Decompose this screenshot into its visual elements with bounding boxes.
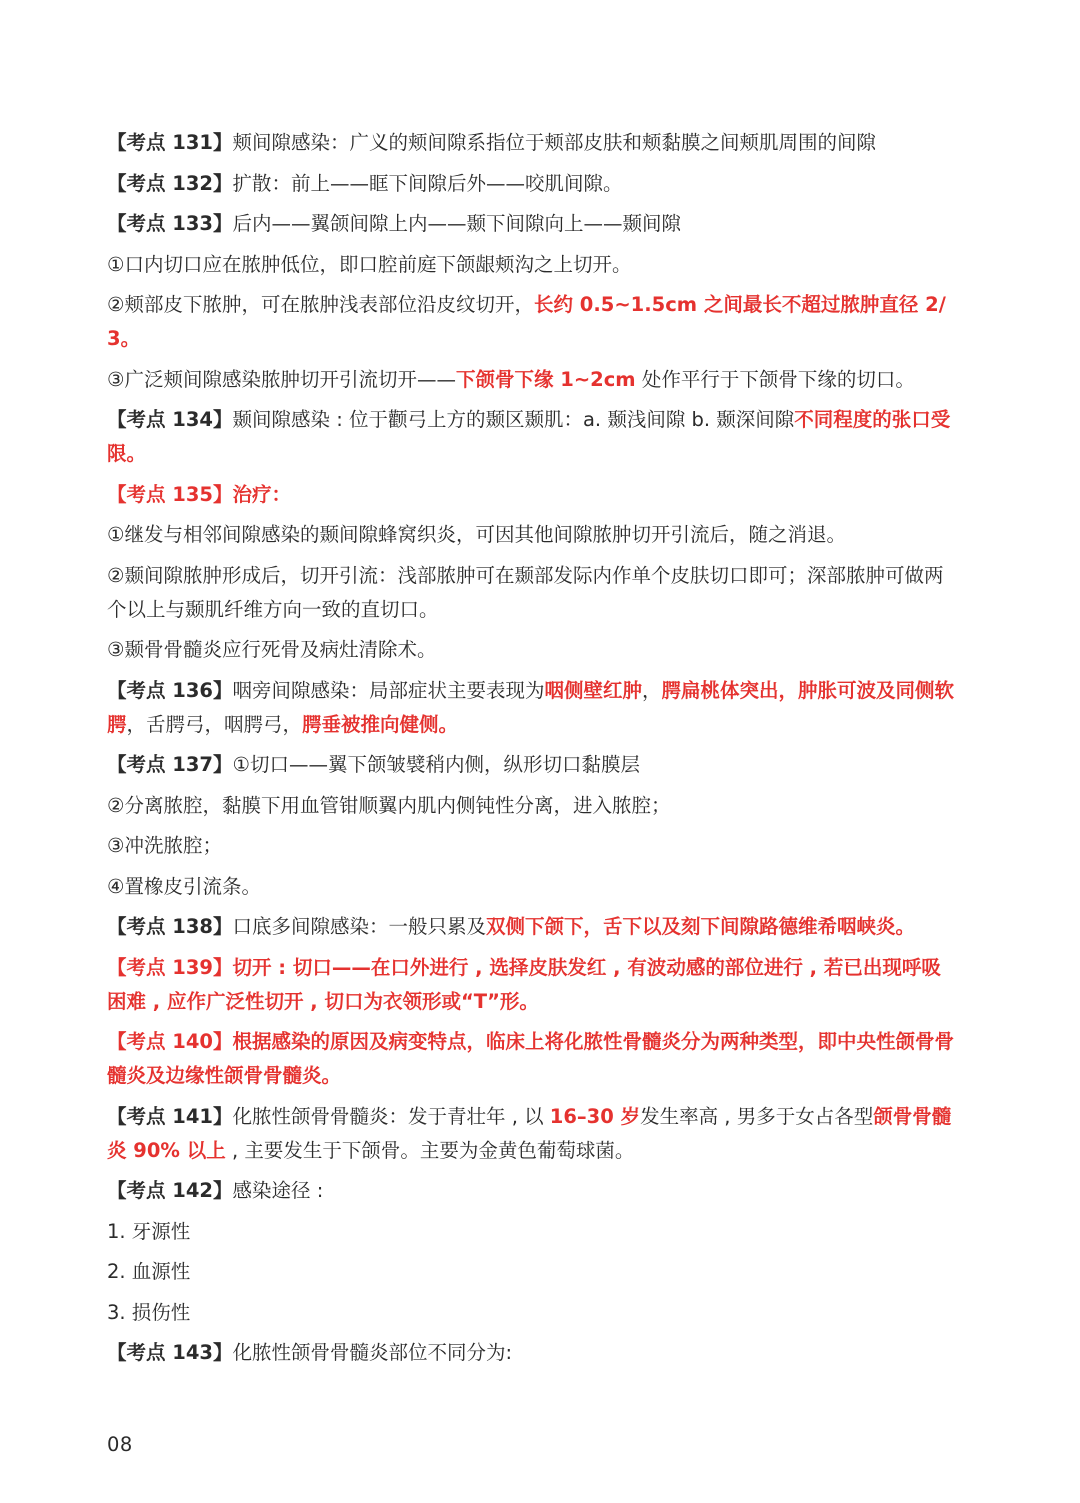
kaodian-label: 【考点 138】	[107, 915, 233, 938]
body-text: ③冲洗脓腔；	[107, 834, 222, 857]
body-text: ②颞间隙脓肿形成后，切开引流：浅部脓肿可在颞部发际内作单个皮肤切口即可；深部脓肿可做两个以上与颞肌纤维方向一致的直切口。	[107, 563, 944, 621]
highlight-text: 不同程度的张口受限。	[107, 408, 951, 465]
body-text: ②分离脓腔，黏膜下用血管钳顺翼内肌内侧钝性分离，进入脓腔；	[107, 793, 671, 817]
highlight-text: 下颌骨下缘 1~2cm	[455, 367, 636, 391]
highlight-text: 【考点 139】切开 : 切口——在口外进行 , 选择皮肤发红 , 有波动感的部位进行 , 若已出现呼吸困难 , 应作广泛性切开 , 切口为衣领形或“T”形。	[107, 955, 941, 1013]
text-paragraph	[107, 789, 957, 823]
body-text: ①继发与相邻间隙感染的颞间隙蜂窝织炎，可因其他间隙脓肿切开引流后，随之消退。	[107, 523, 846, 546]
text-paragraph	[107, 248, 957, 282]
body-text: 扩散：前上——眶下间隙后外——咬肌间隙。	[232, 171, 623, 195]
body-text: ，	[642, 678, 662, 702]
body-text: 颞间隙感染 : 位于颧弓上方的颞区颞肌：a. 颞浅间隙 b. 颞深间隙	[232, 408, 795, 431]
page-body	[107, 126, 957, 1377]
body-text: 1. 牙源性	[107, 1219, 191, 1243]
text-paragraph	[107, 674, 957, 742]
kaodian-label: 【考点 132】	[107, 171, 233, 195]
highlight-text: 16–30 岁	[549, 1104, 641, 1128]
body-text: 处作平行于下颌骨下缘的切口。	[635, 367, 915, 391]
body-text: ①切口——翼下颌皱襞稍内侧，纵形切口黏膜层	[232, 753, 640, 776]
highlight-text: 长约 0.5~1.5cm 之间最长不超过脓肿直径 2/3。	[107, 293, 946, 350]
page-number: 08	[107, 1433, 133, 1456]
body-text: ④置橡皮引流条。	[107, 874, 261, 898]
text-paragraph	[107, 363, 957, 397]
text-paragraph	[107, 1215, 957, 1249]
body-text: ③广泛颊间隙感染脓肿切开引流切开——	[107, 367, 456, 391]
body-text: ③颞骨骨髓炎应行死骨及病灶清除术。	[107, 638, 437, 661]
kaodian-label: 【考点 143】	[107, 1341, 233, 1364]
text-paragraph	[107, 1025, 957, 1093]
body-text: 感染途径 :	[232, 1179, 324, 1202]
highlight-text: 【考点 140】根据感染的原因及病变特点，临床上将化脓性骨髓炎分为两种类型，即中央性颌骨骨髓炎及边缘性颌骨骨髓炎。	[107, 1030, 954, 1087]
body-text: 3. 损伤性	[107, 1300, 191, 1324]
highlight-text: 腭扁桃体突出，肿胀可波及同侧软腭	[107, 678, 955, 736]
body-text: 口底多间隙感染：一般只累及	[232, 915, 487, 938]
body-text: 化脓性颌骨骨髓炎：发于青壮年 , 以	[232, 1104, 550, 1128]
highlight-text: 腭垂被推向健侧。	[302, 712, 459, 736]
body-text: ，舌腭弓，咽腭弓，	[126, 712, 303, 736]
text-paragraph	[107, 910, 957, 944]
body-text: 化脓性颌骨骨髓炎部位不同分为:	[232, 1341, 513, 1364]
text-paragraph	[107, 870, 957, 904]
body-text: , 主要发生于下颌骨。主要为金黄色葡萄球菌。	[225, 1138, 635, 1162]
text-paragraph	[107, 748, 957, 782]
highlight-text: 咽侧壁红肿	[544, 678, 643, 702]
kaodian-label: 【考点 137】	[107, 753, 233, 776]
text-paragraph	[107, 951, 957, 1019]
kaodian-label: 【考点 142】	[107, 1179, 233, 1202]
highlight-text: 颌骨骨髓炎 90% 以上	[107, 1104, 952, 1162]
highlight-text: 双侧下颌下，舌下以及刻下间隙路德维希咽峡炎。	[486, 915, 916, 938]
text-paragraph	[107, 1174, 957, 1208]
body-text: 发生率高 , 男多于女占各型	[640, 1104, 874, 1128]
text-paragraph	[107, 207, 957, 241]
body-text: ①口内切口应在脓肿低位，即口腔前庭下颌龈颊沟之上切开。	[107, 252, 632, 276]
body-text: 咽旁间隙感染：局部症状主要表现为	[232, 678, 545, 702]
text-paragraph	[107, 403, 957, 471]
text-paragraph	[107, 1255, 957, 1289]
text-paragraph	[107, 167, 957, 201]
body-text: 后内——翼颌间隙上内——颞下间隙向上——颞间隙	[232, 212, 682, 235]
text-paragraph	[107, 1336, 957, 1370]
kaodian-label: 【考点 134】	[107, 408, 233, 431]
kaodian-label: 【考点 131】	[107, 131, 233, 154]
text-paragraph	[107, 126, 957, 160]
text-paragraph	[107, 288, 957, 356]
highlight-text: 【考点 135】治疗：	[107, 482, 291, 506]
text-paragraph	[107, 1296, 957, 1330]
text-paragraph	[107, 559, 957, 627]
body-text: 颊间隙感染：广义的颊间隙系指位于颊部皮肤和颊黏膜之间颊肌周围的间隙	[232, 131, 877, 154]
text-paragraph	[107, 518, 957, 552]
body-text: ②颊部皮下脓肿，可在脓肿浅表部位沿皮纹切开，	[107, 293, 534, 316]
text-paragraph	[107, 829, 957, 863]
kaodian-label: 【考点 133】	[107, 212, 233, 235]
text-paragraph	[107, 633, 957, 667]
body-text: 2. 血源性	[107, 1260, 191, 1283]
text-paragraph	[107, 478, 957, 512]
text-paragraph	[107, 1100, 957, 1168]
kaodian-label: 【考点 136】	[107, 678, 233, 702]
kaodian-label: 【考点 141】	[107, 1104, 233, 1128]
